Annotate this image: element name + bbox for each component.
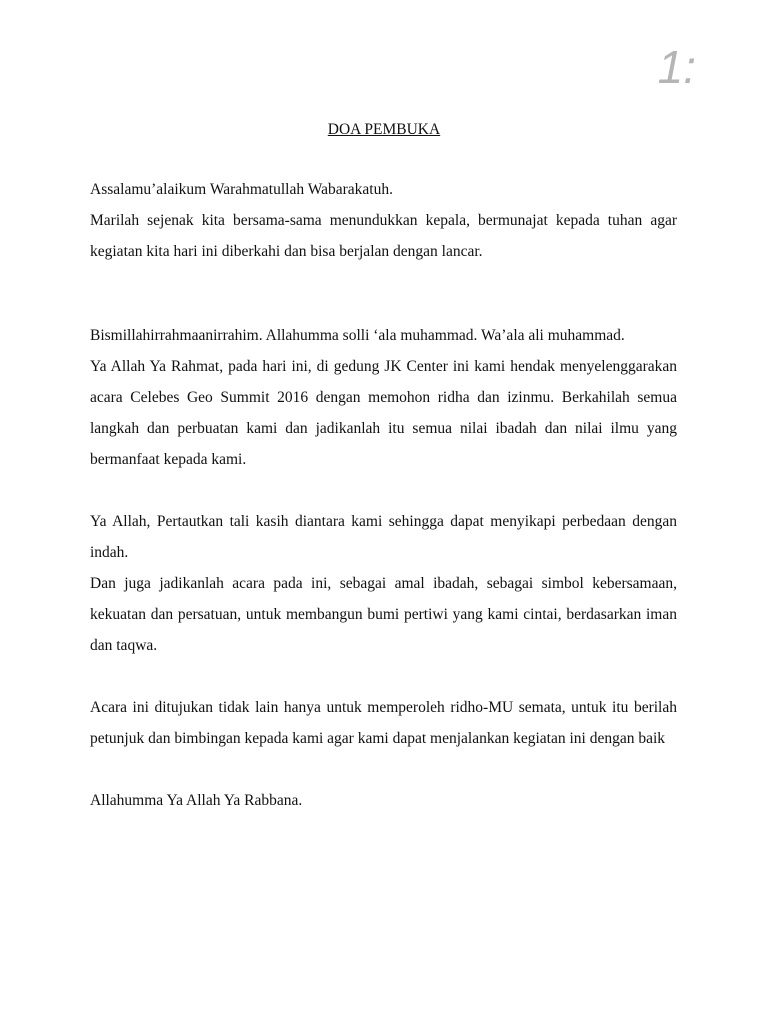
paragraph-spacer	[90, 754, 677, 785]
bismillah-paragraph: Bismillahirrahmaanirrahim. Allahumma solli ‘ala muhammad. Wa’ala ali muhammad.	[90, 327, 625, 344]
prayer-body	[90, 320, 677, 816]
paragraph-spacer	[90, 661, 677, 692]
document-title: DOA PEMBUKA	[327, 121, 441, 138]
page-number: 1:	[657, 41, 696, 93]
invitation-paragraph: Marilah sejenak kita bersama-sama menundukkan kepala, bermunajat kepada tuhan agar kegiatan kita hari ini diberkahi dan bisa berjalan dengan lancar.	[90, 212, 677, 260]
greeting-paragraph: Assalamu’alaikum Warahmatullah Wabarakatuh.	[90, 181, 393, 198]
blessing-paragraph: Dan juga jadikanlah acara pada ini, sebagai amal ibadah, sebagai simbol kebersamaan, kekuatan dan persatuan, untuk membangun bumi pertiwi yang kami cintai, berdasarkan iman dan taqwa.	[90, 575, 677, 654]
closing-paragraph: Allahumma Ya Allah Ya Rabbana.	[90, 792, 303, 809]
purpose-paragraph: Ya Allah Ya Rahmat, pada hari ini, di gedung JK Center ini kami hendak menyelenggarakan acara Celebes Geo Summit 2016 dengan memohon ridha dan izinmu. Berkahilah semua langkah dan perbuatan kami dan jadikanlah itu semua nilai ibadah dan nilai ilmu yang bermanfaat kepada kami.	[90, 358, 677, 468]
guidance-paragraph: Acara ini ditujukan tidak lain hanya untuk memperoleh ridho-MU semata, untuk itu berilah petunjuk dan bimbingan kepada kami agar kami dapat menjalankan kegiatan ini dengan baik	[90, 699, 677, 747]
paragraph-spacer	[90, 475, 677, 506]
unity-paragraph: Ya Allah, Pertautkan tali kasih diantara kami sehingga dapat menyikapi perbedaan dengan indah.	[90, 513, 677, 561]
opening-section	[90, 174, 677, 267]
